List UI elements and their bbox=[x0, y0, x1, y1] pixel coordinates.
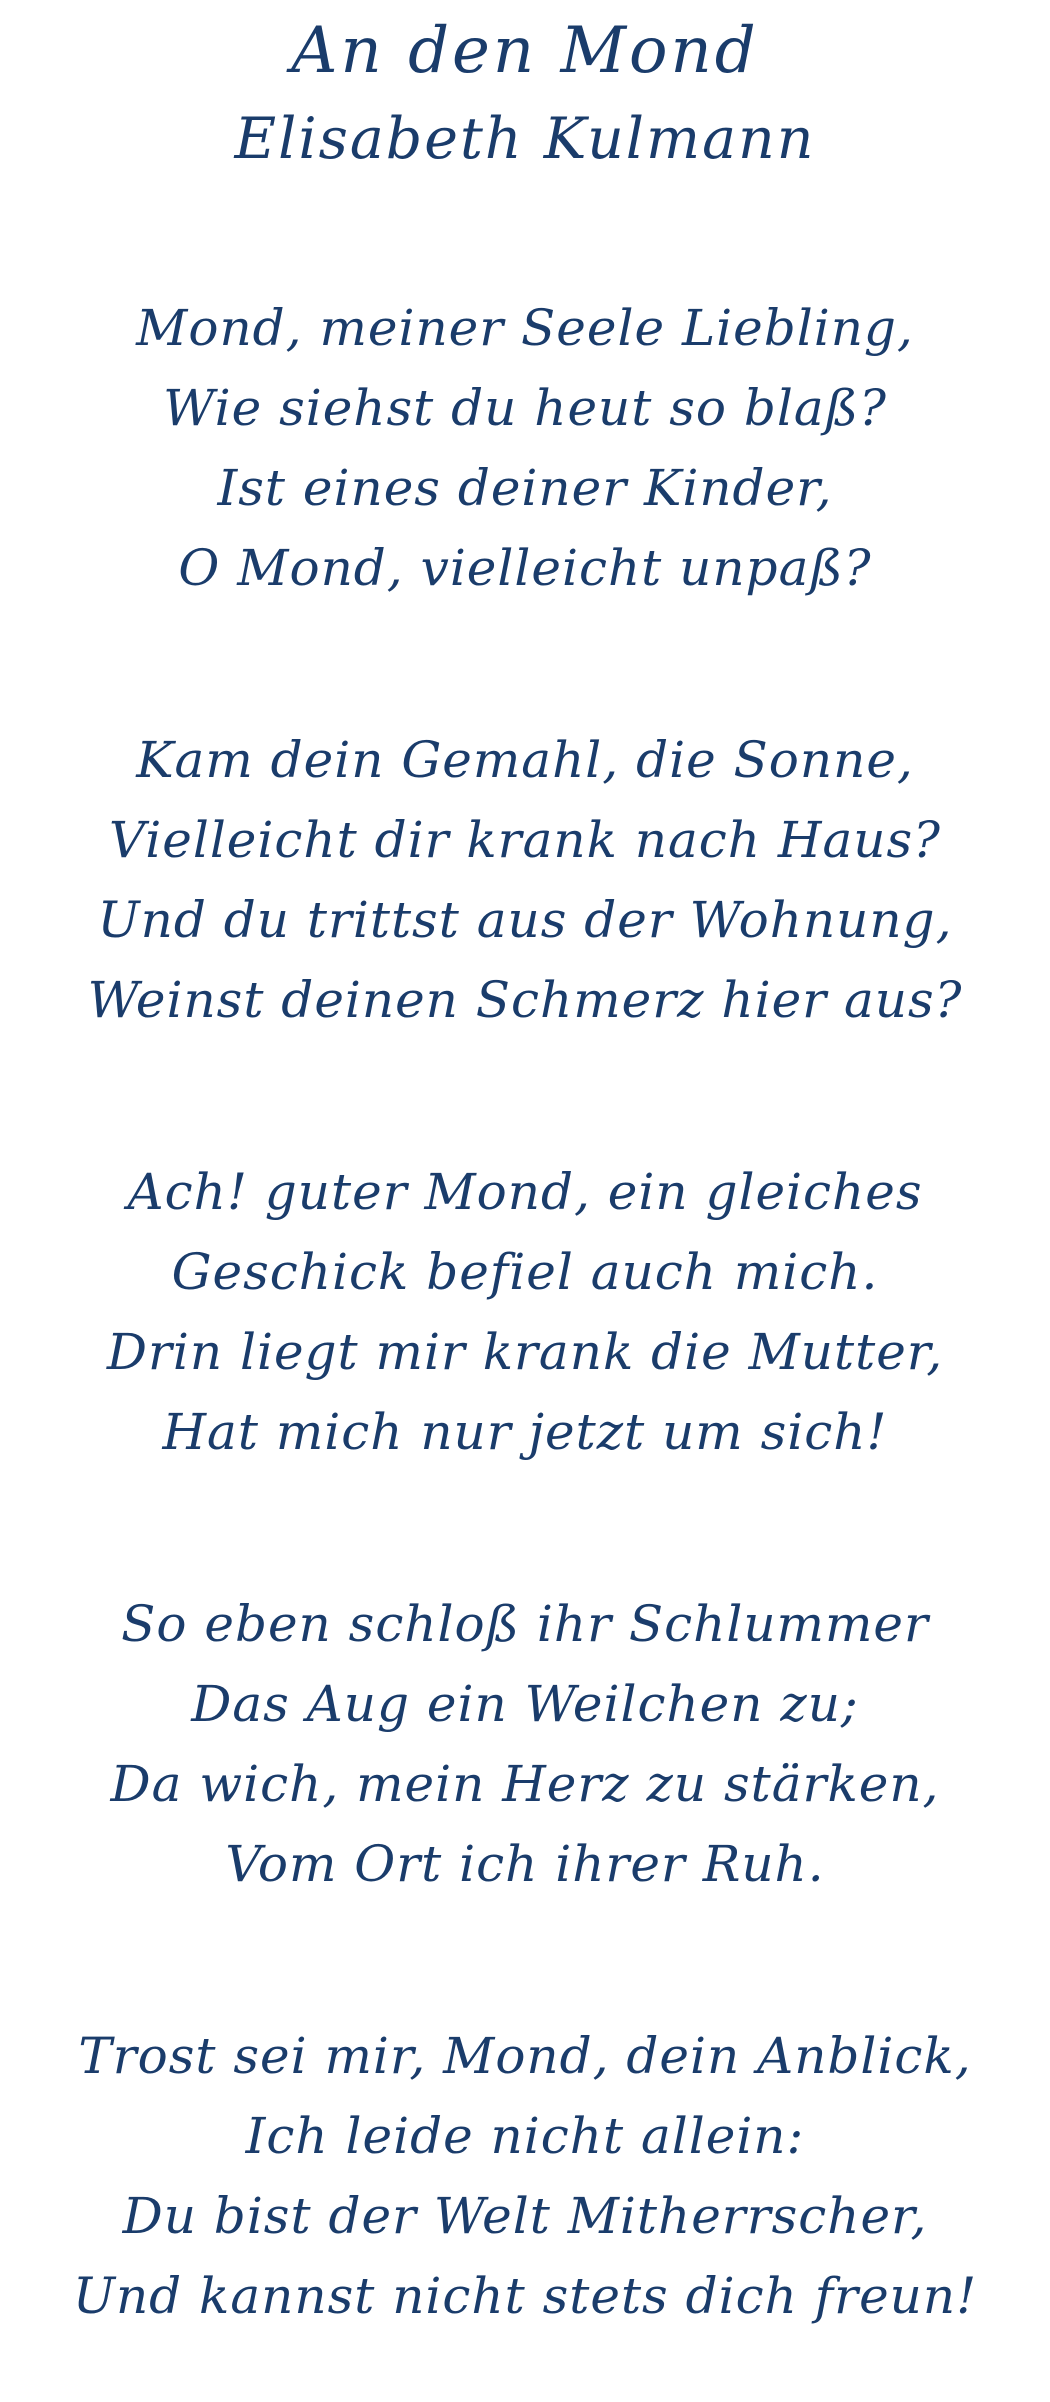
poem-line: Vom Ort ich ihrer Ruh. bbox=[225, 1835, 825, 1893]
stanza-1 bbox=[0, 288, 1050, 608]
poem-line: Du bist der Welt Mitherrscher, bbox=[122, 2187, 928, 2245]
poem-line: Und kannst nicht stets dich freun! bbox=[72, 2267, 978, 2325]
poem-line: Mond, meiner Seele Liebling, bbox=[136, 299, 914, 357]
poem-line: Und du trittst aus der Wohnung, bbox=[97, 891, 953, 949]
stanza-3 bbox=[0, 1152, 1050, 1472]
stanza-5 bbox=[0, 2016, 1050, 2336]
poem-title: An den Mond bbox=[291, 14, 759, 88]
poem-line: So eben schloß ihr Schlummer bbox=[121, 1595, 929, 1653]
poem-line: Drin liegt mir krank die Mutter, bbox=[106, 1323, 944, 1381]
poem-line: Hat mich nur jetzt um sich! bbox=[162, 1403, 888, 1461]
poem-line: Das Aug ein Weilchen zu; bbox=[191, 1675, 859, 1733]
poem-line: O Mond, vielleicht unpaß? bbox=[178, 539, 872, 597]
poem-line: Weinst deinen Schmerz hier aus? bbox=[87, 971, 963, 1029]
poem-header bbox=[0, 0, 1050, 182]
poem-line: Da wich, mein Herz zu stärken, bbox=[110, 1755, 940, 1813]
poem-line: Ach! guter Mond, ein gleiches bbox=[127, 1163, 923, 1221]
poem-line: Kam dein Gemahl, die Sonne, bbox=[136, 731, 914, 789]
stanza-4 bbox=[0, 1584, 1050, 1904]
poem-line: Ist eines deiner Kinder, bbox=[217, 459, 833, 517]
poem-body bbox=[0, 288, 1050, 2336]
poem-line: Vielleicht dir krank nach Haus? bbox=[109, 811, 941, 869]
poem-line: Geschick befiel auch mich. bbox=[171, 1243, 879, 1301]
stanza-2 bbox=[0, 720, 1050, 1040]
poem-line: Wie siehst du heut so blaß? bbox=[163, 379, 887, 437]
poem-line: Trost sei mir, Mond, dein Anblick, bbox=[78, 2027, 972, 2085]
poem-line: Ich leide nicht allein: bbox=[245, 2107, 805, 2165]
poem-author: Elisabeth Kulmann bbox=[234, 106, 816, 172]
